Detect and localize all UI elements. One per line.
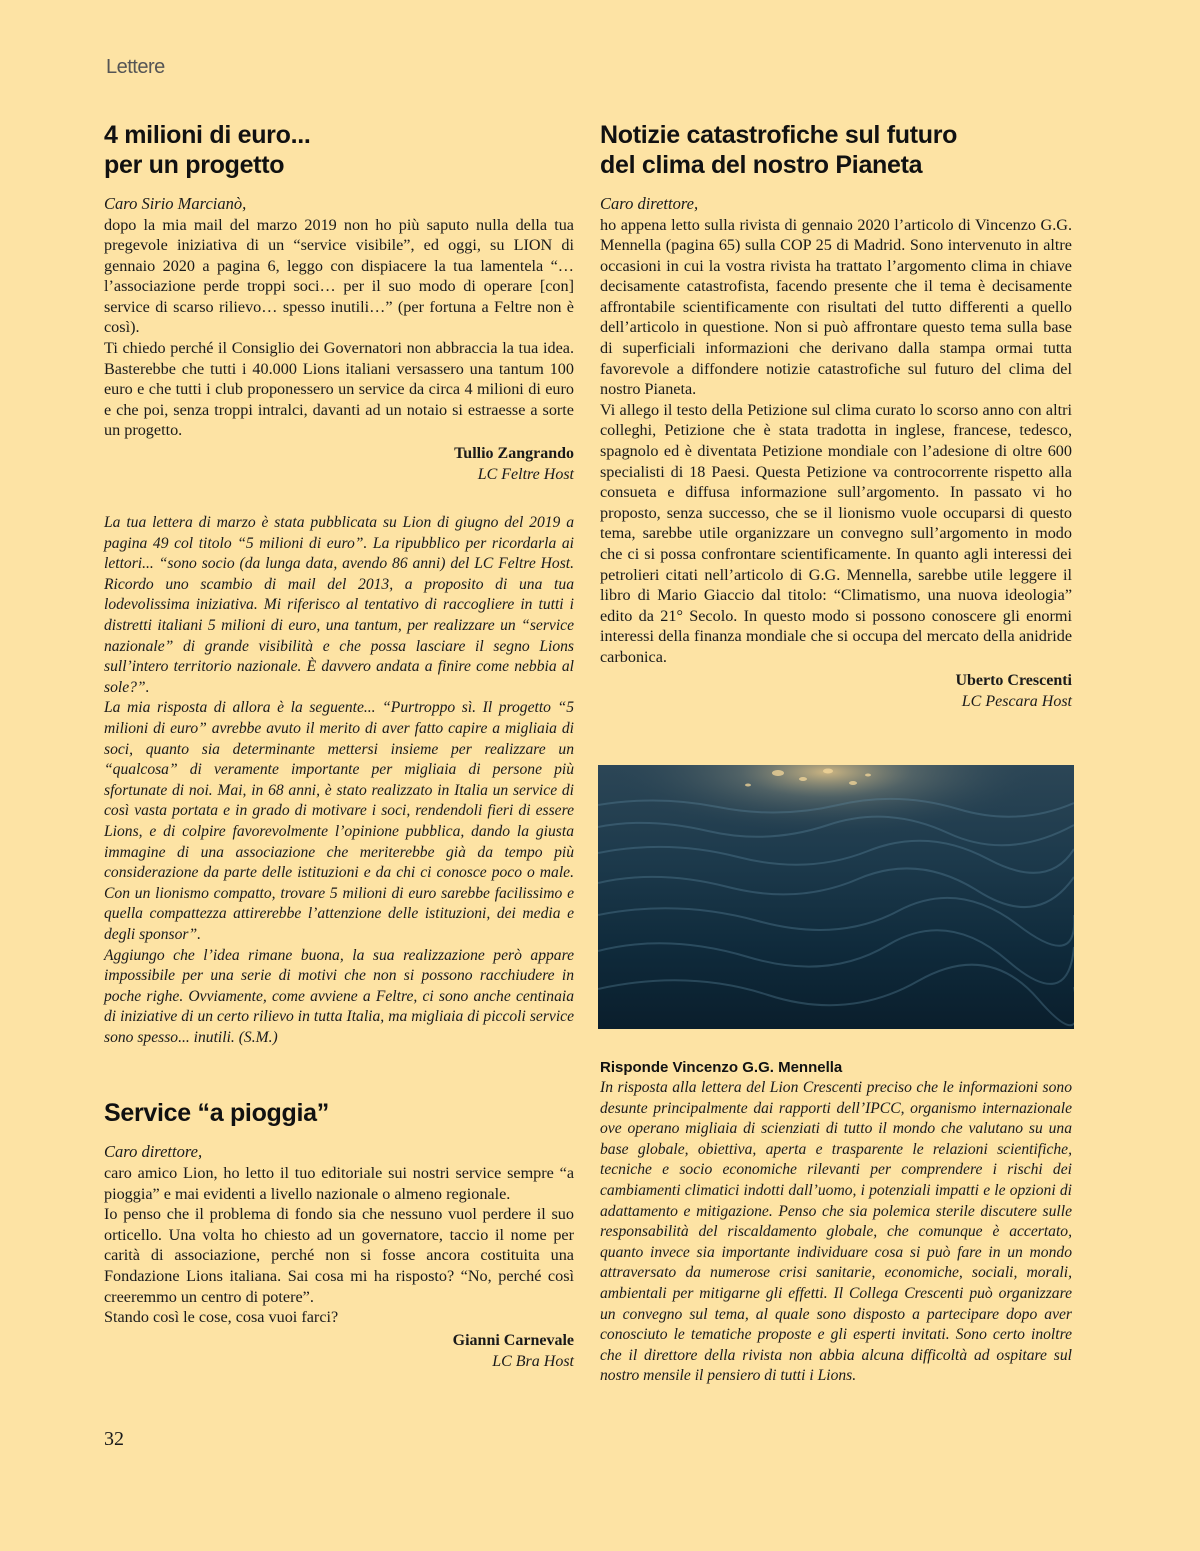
page-number: 32 [104,1428,124,1450]
letter3-salutation: Caro direttore, [600,194,699,213]
letter3-title-line2: del clima del nostro Pianeta [600,151,923,179]
letter2-title: Service “a pioggia” [104,1099,329,1128]
letter2-salutation: Caro direttore, [104,1142,203,1162]
letter3-title-line1: Notizie catastrofiche sul futuro [600,121,958,149]
letter3-body: ho appena letto sulla rivista di gennaio 2020 l’articolo di Vincenzo G.G. Mennella (pagina 65) sulla COP 25 di Madrid. Sono intervenuto in altre occasioni in cui la vostra rivista ha trattato l’argomento clima in chiave decisamente catastrofista, facendo presente che il tema è decisamente affrontabile scientificamente con risultati del tutto differenti a quello dell’articolo in questione. Non si può affrontare questo tema sulla base di superficiali informazioni che derivano dalla stampa ormai tutta favorevole a diffondere notizie catastrofiche sul futuro del clima del nostro Pianeta. Vi allego il testo della Petizione sul clima curato lo scorso anno con altri colleghi, Petizione che è stata tradotta in inglese, francese, tedesco, spagnolo ed è diventata Petizione mondiale con l’adesione di oltre 600 specialisti di 18 Paesi. Questa Petizione va controcorrente rispetto alla consueta e diffusa informazione sull’argomento. In passato vi ho proposto, senza successo, che se il lionismo vuole occuparsi di questo tema, sarebbe utile organizzare un convegno sull’argomento in modo che ci si possa confrontare scientificamente. In quanto agli interessi dei petrolieri citati nell’articolo di G.G. Mennella, sarebbe utile leggere il libro di Mario Giaccio dal titolo: “Climatismo, una nuova ideologia” edito da 21° Secolo. In questo modo si possono conoscere gli enormi interessi della finanza mondiale che si occupa del mercato della anidride carbonica. [600,215,1072,666]
letter1-editor-reply: La tua lettera di marzo è stata pubblicata su Lion di giugno del 2019 a pagina 49 col titolo “5 milioni di euro”. La ripubblico per ricordarla ai lettori... “sono socio (da lunga data, avendo 86 anni) del LC Feltre Host. Ricordo uno scambio di mail del 2013, a proposito di una tua lodevolissima iniziativa. Mi riferisco al tentativo di raccogliere in tutti i distretti italiani 5 milioni di euro, una tantum, per realizzare un “service nazionale” di grande visibilità e che possa lasciare il segno Lions sull’intero territorio nazionale. È davvero andata a finire come nebbia al sole?”. La mia risposta di allora è la seguente... “Purtroppo sì. Il progetto “5 milioni di euro” avrebbe avuto il merito di aver fatto capire a migliaia di soci, quanto sia determinante mettersi insieme per realizzare un “qualcosa” di veramente importante per migliaia di persone più sfortunate di noi. Mai, in 68 anni, è stato realizzato in Italia un service di così vasta portata e in grado di motivare i soci, rendendoli fieri di essere Lions, e di colpire favorevolmente l’opinione pubblica, dando la giusta immagine di una associazione che meriterebbe già da tempo più considerazione da parte delle istituzioni e da chi ci conosce poco o male. Con un lionismo compatto, trovare 5 milioni di euro sarebbe facilissimo e quella compattezza attirerebbe l’attenzione delle istituzioni, dei media e degli sponsor”. Aggiungo che l’idea rimane buona, la sua realizzazione però appare impossibile per una serie di motivi che non si possono racchiudere in poche righe. Ovviamente, come avviene a Feltre, ci sono anche centinaia di iniziative di un certo rilievo in tutta Italia, ma migliaia di piccoli service sono spesso... inutili. (S.M.) [104,514,574,1046]
letter1-body: dopo la mia mail del marzo 2019 non ho più saputo nulla della tua pregevole iniziativa di un “service visibile”, ed oggi, su LION di gennaio 2020 a pagina 6, leggo con dispiacere la tua lamentela “…l’associazione perde troppi soci… per il suo modo di operare [con] service di scarso rilievo… spesso inutili…” (per fortuna a Feltre non è così). Ti chiedo perché il Consiglio dei Governatori non abbraccia la tua idea. Basterebbe che tutti i 40.000 Lions italiani versassero una tantum 100 euro e che tutti i club proponessero un service da circa 4 milioni di euro e che poi, senza troppi intralci, davanti ad un notaio si estraesse a sorte un progetto. [104,215,574,440]
letter2-signature-club: LC Bra Host [492,1352,574,1370]
letter1-signature-club: LC Feltre Host [477,466,574,484]
letter3-reply: In risposta alla lettera del Lion Crescenti preciso che le informazioni sono desunte principalmente dai rapporti dell’IPCC, organismo internazionale ove operano migliaia di scienziati di tutto il mondo che valutano su una base globale, obiettiva, aperta e trasparente le relazioni scientifiche, tecniche e socio economiche rilevanti per comprendere i rischi dei cambiamenti climatici indotti dall’uomo, i potenziali impatti e le opzioni di adattamento e mitigazione. Penso che sia polemica sterile discutere sulle responsabilità del riscaldamento globale, che comunque è accertato, quanto invece sia importante individuare cosa si può fare in un mondo attraversato da numerose crisi sanitarie, economiche, sociali, morali, ambientali per mitigarne gli effetti. Il Collega Crescenti può organizzare un convegno sul tema, al quale sono disposto a partecipare dopo aver conosciuto le tematiche proposte e gli esperti invitati. Sono certo inoltre che il direttore della rivista non abbia alcuna difficoltà ad ospitare sul nostro mensile il pensiero di tutti i Lions. [600,1079,1072,1385]
left-column [104,120,574,1372]
letter1-title-line2: per un progetto [104,151,285,179]
letter3-signature-name: Uberto Crescenti [955,671,1072,689]
letter1-signature-name: Tullio Zangrando [454,445,574,463]
letter1-title-line1: 4 milioni di euro... [104,121,311,149]
section-label: Lettere [106,56,165,78]
letter2-body: caro amico Lion, ho letto il tuo editoriale sui nostri service sempre “a pioggia” e mai evidenti a livello nazionale o almeno regionale. Io penso che il problema di fondo sia che nessuno vuol perdere il suo orticello. Una volta ho chiesto ad un governatore, taccio il nome per carità di associazione, perché non si fosse ancora costituita una Fondazione Lions italiana. Sai cosa mi ha risposto? “No, perché così creeremmo un centro di potere”. Stando così le cose, cosa vuoi farci? [104,1163,574,1327]
right-column [600,120,1072,712]
reply-block [600,1058,1072,1387]
letter3-signature-club: LC Pescara Host [961,692,1072,710]
letter3-title [600,120,1072,180]
letter1-salutation: Caro Sirio Marcianò, [104,194,247,213]
letter3-reply-heading: Risponde Vincenzo G.G. Mennella [600,1059,843,1076]
ocean-water-photo [598,765,1074,1029]
letter2-signature-name: Gianni Carnevale [452,1331,574,1349]
letter1-title [104,120,574,180]
